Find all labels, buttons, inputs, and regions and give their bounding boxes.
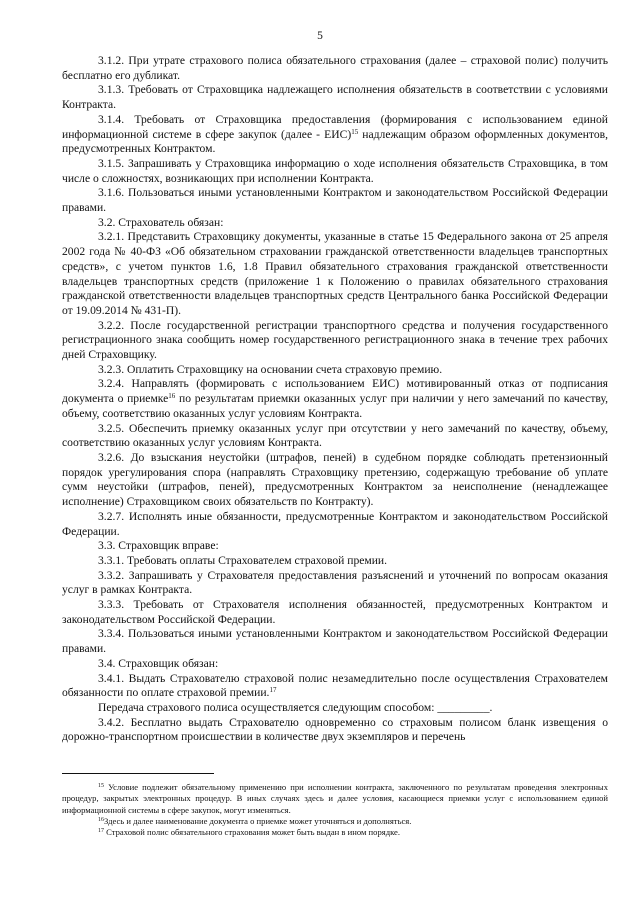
heading-3-4: 3.4. Страховщик обязан:	[98, 656, 219, 670]
paragraph-3-3-1: 3.3.1. Требовать оплаты Страхователем страховой премии.	[98, 553, 388, 567]
paragraph-3-1-5: 3.1.5. Запрашивать у Страховщика информацию о ходе исполнения обязательств Страховщика, в том числе о сложностях, возникающих при исполнении Контракта.	[62, 156, 608, 185]
footnote-17	[62, 827, 608, 838]
document-body	[62, 54, 608, 745]
paragraph-3-4-1-text: 3.4.1. Выдать Страхователю страховой полис незамедлительно после осуществления Страхователем обязанности по оплате страховой премии.	[62, 671, 608, 700]
footnote-17-text: Страховой полис обязательного страхования может быть выдан в ином порядке.	[106, 827, 400, 838]
paragraph-3-2-1: 3.2.1. Представить Страховщику документы, указанные в статье 15 Федерального закона от 25 апреля 2002 года № 40-ФЗ «Об обязательном страховании гражданской ответственности владельцев транспортных средств», с учетом пунктов 1.6, 1.8 Правил обязательного страхования гражданской ответственности владельцев транспортных средств (приложение 1 к Положению о правилах обязательного страхования гражданской ответственности владельцев транспортных средств Центрального банка Российской Федерации от 19.09.2014 № 431-П).	[62, 230, 608, 317]
paragraph-3-1-6: 3.1.6. Пользоваться иными установленными Контрактом и законодательством Российской Федерации правами.	[62, 186, 608, 215]
paragraph-3-3-3: 3.3.3. Требовать от Страхователя исполнения обязанностей, предусмотренных Контрактом и законодательством Российской Федерации.	[62, 598, 608, 626]
paragraph-3-3-2: 3.3.2. Запрашивать у Страхователя предоставления разъяснений и уточнений по вопросам оказания услуг в рамках Контракта.	[62, 568, 608, 597]
paragraph-3-1-4-tail: надлежащим образом оформленных документов, предусмотренных Контрактом.	[62, 127, 608, 156]
paragraph-3-2-4-tail: по результатам приемки оказанных услуг при наличии у него замечаний по качеству, объему, соответствию оказанных услуг условиям Контракта.	[62, 392, 608, 420]
paragraph-3-2-4	[62, 377, 608, 421]
footnote-separator	[62, 773, 214, 774]
paragraph-policy-transfer: Передача страхового полиса осуществляется следующим способом: _________.	[98, 700, 493, 714]
footnote-mark-15: 15	[98, 783, 104, 789]
footnote-16	[62, 816, 608, 827]
footnote-ref-15: 15	[351, 127, 359, 136]
footnote-15-text: Условие подлежит обязательному применению при исполнении контракта, заключенного по результатам проведения электронных процедур, закрытых электронных процедур. В иных случаях здесь и далее условия, касающиеся приемки услуг с использованием единой информационной системы в сфере закупок, могут изменяться.	[62, 782, 608, 815]
paragraph-3-2-4-text: 3.2.4. Направлять (формировать с использованием ЕИС) мотивированный отказ от подписания документа о приемке	[62, 377, 608, 406]
paragraph-3-4-2: 3.4.2. Бесплатно выдать Страхователю одновременно со страховым полисом бланк извещения о дорожно-транспортном происшествии в количестве двух экземпляров и перечень	[62, 715, 608, 744]
page-number: 5	[317, 30, 323, 42]
paragraph-3-4-1	[62, 672, 608, 701]
paragraph-3-1-3: 3.1.3. Требовать от Страховщика надлежащего исполнения обязательств в соответствии с условиями Контракта.	[62, 83, 608, 112]
paragraph-3-2-2: 3.2.2. После государственной регистрации транспортного средства и получения государственного регистрационного знака сообщить номер государственного регистрационного знака в течение трех рабочих дней Страховщику.	[62, 318, 608, 362]
paragraph-3-1-2: 3.1.2. При утрате страхового полиса обязательного страхования (далее – страховой полис) получить бесплатно его дубликат.	[62, 54, 608, 82]
paragraph-3-2-6: 3.2.6. До взыскания неустойки (штрафов, пеней) в судебном порядке соблюдать претензионный порядок урегулирования спора (направлять Страховщику претензию, содержащую требование об уплате сумм неустойки (штрафов, пеней), предусмотренных Контрактом за неисполнение (ненадлежащее исполнение) Страховщиком своих обязательств по Контракту).	[62, 450, 608, 509]
paragraph-3-2-5: 3.2.5. Обеспечить приемку оказанных услуг при отсутствии у него замечаний по качеству, объему, соответствию оказанных услуг условиям Контракта.	[62, 421, 608, 450]
heading-3-3: 3.3. Страховщик вправе:	[98, 539, 219, 553]
heading-3-2: 3.2. Страхователь обязан:	[98, 215, 224, 229]
footnote-mark-16: 16	[98, 816, 104, 823]
footnote-ref-17: 17	[269, 686, 277, 695]
paragraph-3-1-4	[62, 113, 608, 157]
footnote-ref-16: 16	[168, 392, 176, 401]
paragraph-3-1-4-text: 3.1.4. Требовать от Страховщика предоставления (формирования с использованием единой информационной системе в сфере закупок (далее - ЕИС)	[62, 112, 608, 141]
footnote-15	[62, 782, 608, 816]
paragraph-3-2-7: 3.2.7. Исполнять иные обязанности, предусмотренные Контрактом и законодательством Российской Федерации.	[62, 509, 608, 538]
paragraph-3-3-4: 3.3.4. Пользоваться иными установленными Контрактом и законодательством Российской Федерации правами.	[62, 627, 608, 656]
footnotes	[62, 782, 608, 838]
paragraph-3-2-3: 3.2.3. Оплатить Страховщику на основании счета страховую премию.	[98, 362, 443, 376]
footnote-mark-17: 17	[98, 828, 104, 835]
footnote-16-text: Здесь и далее наименование документа о приемке может уточняться и дополняться.	[104, 815, 412, 826]
